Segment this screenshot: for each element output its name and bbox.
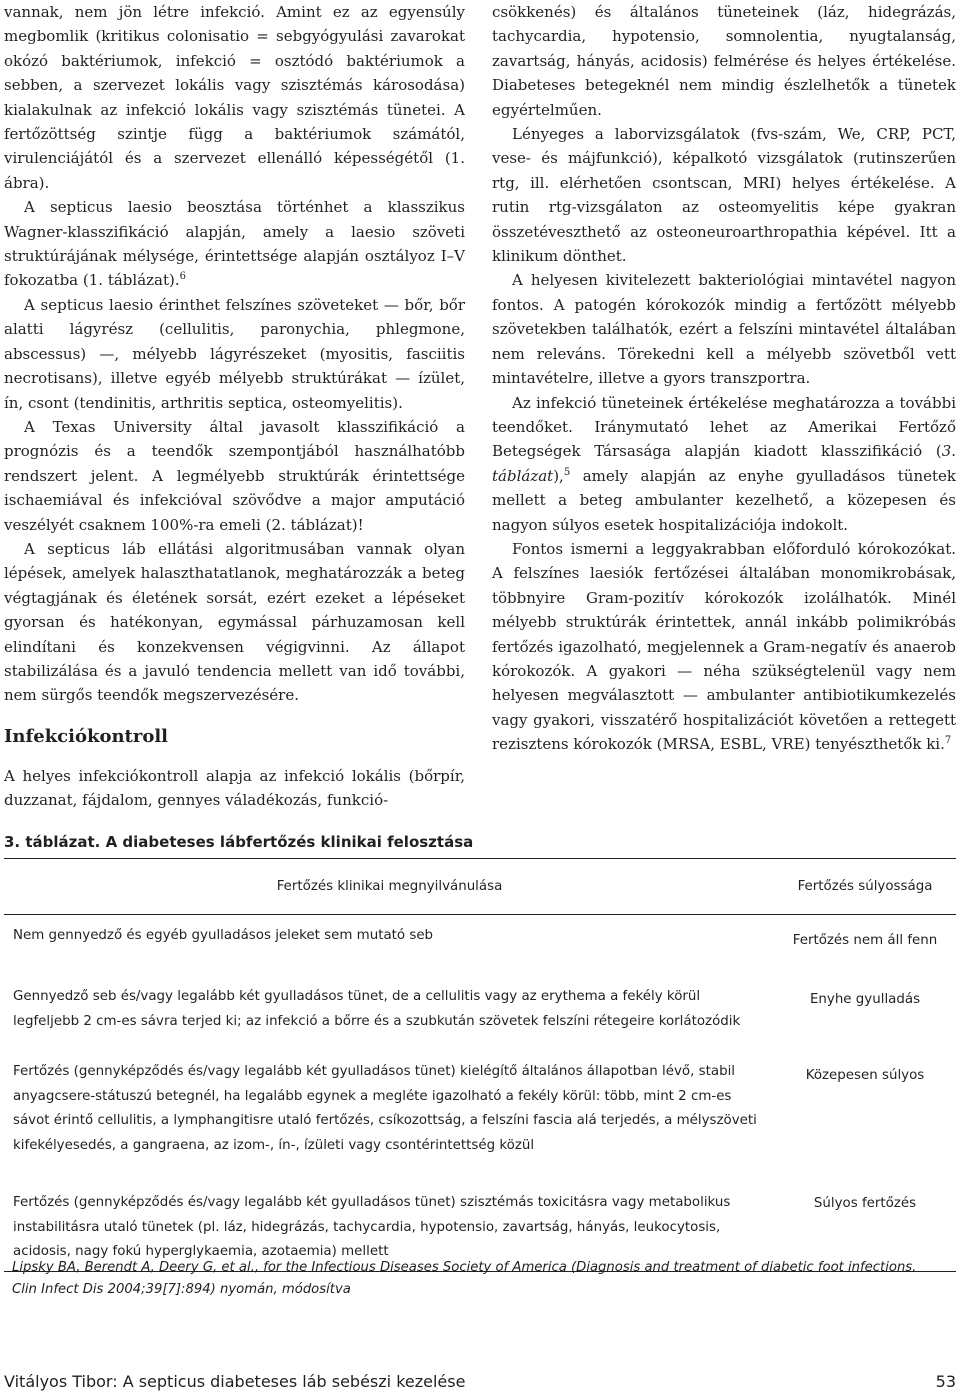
severity-cell: Enyhe gyulladás bbox=[809, 992, 921, 1007]
paragraph: Lényeges a laborvizsgálatok (fvs-szám, We, CRP, PCT, vese- és májfunkció), képalkotó vizsgálatok (rutinszerűen rtg, ill. elérhetően csontscan, MRI) helyes értékelése. A rutin rtg-vizsgálaton az osteomyelitis képe gyakran összetéveszthető az osteoneuroarthropathia képével. Itt a klinikum dönthet. bbox=[492, 125, 956, 266]
manifestation-cell: Gennyedző seb és/vagy legalább két gyulladásos tünet, de a cellulitis vagy az erythema a fekély körül legfeljebb 2 cm-es sávra terjed ki; az infekció a bőrre és a szubkután szövetek felszíni rétegeire korlátozódik bbox=[13, 989, 741, 1029]
severity-cell: Fertőzés nem áll fenn bbox=[792, 933, 938, 948]
table-row bbox=[4, 970, 956, 1046]
classification-table bbox=[4, 858, 956, 1272]
paragraph: A septicus laesio beosztása történhet a klasszikus Wagner-klasszifikáció alapján, amely a laesio szöveti struktúrájának mélysége, érintettsége alapján osztályoz I–V fokozatba (1. táblázat).$^6$ bbox=[4, 198, 465, 290]
table-row bbox=[4, 1046, 956, 1166]
table-row bbox=[4, 1166, 956, 1271]
paragraph: Az infekció tüneteinek értékelése meghatározza a további teendőket. Iránymutató lehet az Amerikai Fertőző Betegségek Társasága alapján kiadott klasszifikáció (3. táblázat),$^5$ amely alapján az enyhe gyulladásos tünetek mellett a beteg ambulanter kezelhető, a közepesen és nagyon súlyos esetek hospitalizációja indokolt. bbox=[492, 393, 956, 534]
paragraph: A septicus láb ellátási algoritmusában vannak olyan lépések, amelyek halaszthatatlanok, meghatározzák a beteg végtagjának és életének sorsát, ezért ezeket a lépéseket gyorsan és hatékonyan, egymással párhuzamosan kell elindítani és konzekvensen végigvinni. Az állapot stabilizálása és a javuló tendencia mellett van idő további, nem sürgős teendők megszervezésére. bbox=[4, 539, 465, 705]
header-severity: Fertőzés súlyossága bbox=[797, 879, 933, 895]
table-source-note: Lipsky BA, Berendt A, Deery G, et al., for the Infectious Diseases Society of America (Diagnosis and treatment of diabetic foot infections. Clin Infect Dis 2004;39[7]:894) nyomán, módosítva bbox=[12, 1260, 917, 1297]
table-row bbox=[4, 915, 956, 970]
paragraph: csökkenés) és általános tüneteinek (láz, hidegrázás, tachycardia, hypotensio, somnolentia, nyugtalanság, zavartság, hányás, acidosis) felmérése és helyes értékelése. Diabeteses betegeknél nem mindig észlelhetők a tünetek egyértelműen. bbox=[492, 3, 956, 119]
severity-cell: Súlyos fertőzés bbox=[813, 1196, 917, 1211]
paragraph: vannak, nem jön létre infekció. Amint ez az egyensúly megbomlik (kritikus colonisatio = sebgyógyulási zavarokat okózó baktériumok, infekció = osztódó baktériumok a sebben, a szervezet lokális vagy szisztémás károsodása) kialakulnak az infekció lokális vagy szisztémás tünetei. A fertőzöttség szintje függ a baktériumok számától, virulenciájától és a szervezet ellenálló képességétől (1. ábra). bbox=[4, 3, 465, 192]
manifestation-cell: Nem gennyedző és egyéb gyulladásos jeleket sem mutató seb bbox=[13, 928, 434, 943]
reference-superscript: 6 bbox=[179, 271, 187, 283]
manifestation-cell: Fertőzés (gennyképződés és/vagy legalább két gyulladásos tünet) kielégítő általános állapotban lévő, stabil anyagcsere-státuszú betegnél, ha legalább egynek a megléte igazolható a fekély körül: több, mint 2 cm-es sávot érintő cellulitis, a lymphangitisre utaló fertőzés, csíkozottság, a felszíni fascia alá terjedés, a mélyszöveti kifekélyesedés, a gangraena, az izom-, ín-, ízületi vagy csontérintettség közül bbox=[13, 1064, 757, 1153]
paragraph: A helyes infekciókontroll alapja az infekció lokális (bőrpír, duzzanat, fájdalom, gennyes váladékozás, funkció- bbox=[4, 766, 465, 810]
table-title: 3. táblázat. A diabeteses lábfertőzés klinikai felosztása bbox=[4, 833, 474, 851]
reference-superscript: 5 bbox=[563, 466, 571, 478]
paragraph: A Texas University által javasolt klasszifikáció a prognózis és a teendők szempontjából használhatóbb rendszert jelent. A legmélyebb struktúrák érintettsége ischaemiával és infekcióval szövődve a major amputáció veszélyét csaknem 100%-ra emeli (2. táblázat)! bbox=[4, 417, 465, 534]
severity-cell: Közepesen súlyos bbox=[805, 1068, 925, 1083]
paragraph: Fontos ismerni a leggyakrabban előforduló kórokozókat. A felszínes laesiók fertőzései általában monomikrobásak, többnyire Gram-pozitív kórokozók izolálhatók. Minél mélyebb struktúrák érintettek, annál inkább polimikróbás fertőzés igazolható, megjelennek a Gram-negatív és anaerob kórokozók. A gyakori — néha szükségtelenül vagy nem helyesen megválasztott — ambulanter antibiotikumkezelés vagy gyakori, visszatérő hospitalizációt követően a rettegett rezisztens kórokozók (MRSA, ESBL, VRE) tenyészthetők ki.$^7$ bbox=[492, 539, 956, 754]
section-heading: Infekciókontroll bbox=[4, 725, 169, 747]
page-number: 53 bbox=[935, 1372, 956, 1391]
table-header-row bbox=[4, 859, 956, 915]
reference-superscript: 7 bbox=[944, 735, 952, 747]
paragraph: A helyesen kivitelezett bakteriológiai mintavétel nagyon fontos. A patogén kórokozók mindig a fertőzött mélyebb szövetekben találhatók, ezért a felszíni mintavétel általában nem releváns. Törekedni kell a mélyebb szövetből vett mintavételre, illetve a gyors transzportra. bbox=[492, 271, 956, 388]
manifestation-cell: Fertőzés (gennyképződés és/vagy legalább két gyulladásos tünet) szisztémás toxicitásra vagy metabolikus instabilitásra utaló tünetek (pl. láz, hidegrázás, tachycardia, hypotensio, zavartság, hányás, leukocytosis, acidosis, nagy fokú hyperglykaemia, azotaemia) mellett bbox=[13, 1195, 731, 1259]
table-reference: 3. táblázat bbox=[492, 442, 956, 485]
right-text-column bbox=[492, 0, 956, 757]
running-title: Vitályos Tibor: A septicus diabeteses láb sebészi kezelése bbox=[4, 1372, 466, 1391]
header-manifestation: Fertőzés klinikai megnyilvánulása bbox=[276, 879, 503, 895]
paragraph: A septicus laesio érinthet felszínes szöveteket — bőr, bőr alatti lágyrész (cellulitis, paronychia, phlegmone, abscessus) —, mélyebb lágyrészeket (myositis, fasciitis necrotisans), illetve egyéb mélyebb struktúrákat — ízület, ín, csont (tendinitis, arthritis septica, osteomyelitis). bbox=[4, 295, 465, 412]
left-text-column bbox=[4, 0, 465, 813]
